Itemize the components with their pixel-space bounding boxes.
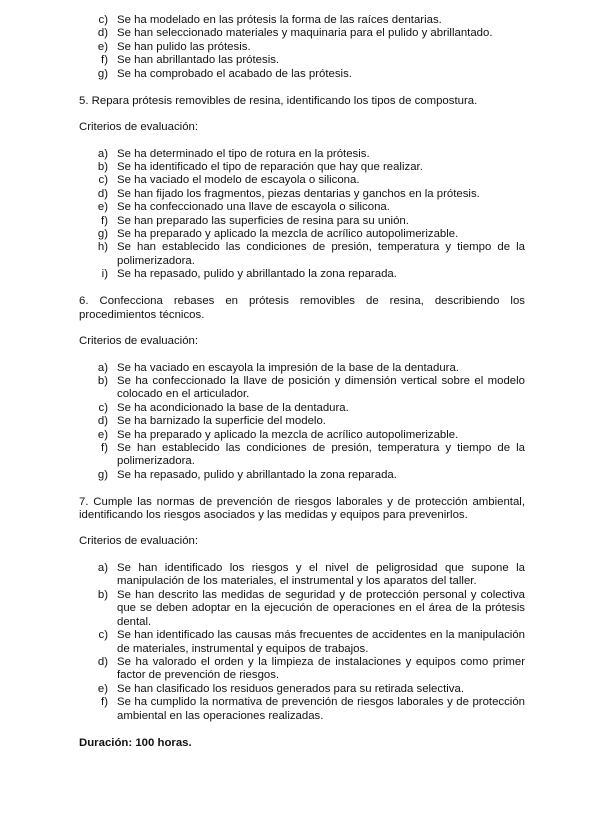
item-text: Se ha vaciado en escayola la impresión de la base de la dentadura. bbox=[117, 361, 459, 374]
section-7-heading: 7. Cumple las normas de prevención de riesgos laborales y de protección ambiental, identificando los riesgos asociados y las medidas y equipos para prevenirlos. bbox=[79, 495, 525, 522]
item-text: Se han abrillantado las prótesis. bbox=[117, 54, 280, 67]
section-6-criteria-list bbox=[79, 362, 525, 483]
item-letter: c) bbox=[98, 174, 108, 187]
list-item bbox=[79, 188, 525, 201]
item-letter: e) bbox=[97, 682, 108, 695]
list-item bbox=[79, 683, 525, 696]
item-letter: d) bbox=[97, 415, 108, 428]
item-text: Se ha determinado el tipo de rotura en la prótesis. bbox=[117, 147, 370, 160]
item-text: Se han identificado los riesgos y el nivel de peligrosidad que supone la manipulación de los materiales, el instrumental y los aparatos del taller. bbox=[117, 562, 525, 588]
list-item bbox=[79, 469, 525, 482]
list-item bbox=[79, 215, 525, 228]
item-text: Se ha vaciado el modelo de escayola o silicona. bbox=[117, 174, 360, 187]
list-item bbox=[79, 362, 525, 375]
list-item bbox=[79, 148, 525, 161]
list-item bbox=[79, 41, 525, 54]
list-item bbox=[79, 268, 525, 281]
item-text: Se ha cumplido la normativa de prevención de riesgos laborales y de protección ambiental en las operaciones realizadas. bbox=[117, 696, 525, 722]
section-5-criteria-list bbox=[79, 148, 525, 282]
item-text: Se han establecido las condiciones de presión, temperatura y tiempo de la polimerizadora. bbox=[117, 441, 525, 468]
item-text: Se ha repasado, pulido y abrillantado la zona reparada. bbox=[117, 268, 397, 281]
item-letter: d) bbox=[97, 187, 108, 200]
intro-criteria-list bbox=[79, 14, 525, 81]
item-text: Se han descrito las medidas de seguridad y de protección personal y colectiva que se deben adoptar en la ejecución de operaciones en el área de la prótesis dental. bbox=[117, 588, 525, 628]
item-letter: a) bbox=[97, 562, 108, 575]
item-text: Se han identificado las causas más frecuentes de accidentes en la manipulación de materiales, instrumental y equipos de trabajos. bbox=[117, 629, 525, 655]
list-item bbox=[79, 161, 525, 174]
list-item bbox=[79, 696, 525, 723]
item-text: Se ha valorado el orden y la limpieza de instalaciones y equipos como primer factor de prevención de riesgos. bbox=[117, 655, 525, 682]
item-letter: b) bbox=[97, 160, 108, 173]
list-item bbox=[79, 241, 525, 268]
list-item bbox=[79, 442, 525, 469]
item-text: Se ha identificado el tipo de reparación que hay que realizar. bbox=[117, 160, 423, 173]
item-text: Se ha modelado en las prótesis la forma de las raíces dentarias. bbox=[117, 14, 442, 26]
item-text: Se han pulido las prótesis. bbox=[117, 40, 251, 53]
item-text: Se ha repasado, pulido y abrillantado la zona reparada. bbox=[117, 468, 397, 481]
item-letter: f) bbox=[101, 696, 108, 709]
list-item bbox=[79, 14, 525, 27]
list-item bbox=[79, 54, 525, 67]
item-letter: e) bbox=[97, 428, 108, 441]
item-letter: a) bbox=[97, 361, 108, 374]
item-text: Se han seleccionado materiales y maquinaria para el pulido y abrillantado. bbox=[117, 27, 493, 40]
list-item bbox=[79, 68, 525, 81]
item-letter: b) bbox=[97, 374, 108, 387]
item-letter: g) bbox=[97, 468, 108, 481]
section-7-criteria-label: Criterios de evaluación: bbox=[79, 535, 199, 548]
item-letter: d) bbox=[97, 655, 108, 668]
document-page bbox=[79, 14, 525, 750]
list-item bbox=[79, 589, 525, 629]
item-text: Se ha confeccionado la llave de posición y dimensión vertical sobre el modelo colocado en el articulador. bbox=[117, 374, 525, 401]
list-item bbox=[79, 415, 525, 428]
item-text: Se ha acondicionado la base de la dentadura. bbox=[117, 401, 349, 414]
section-6-criteria-label: Criterios de evaluación: bbox=[79, 334, 199, 347]
list-item bbox=[79, 562, 525, 589]
section-6-heading: 6. Confecciona rebases en prótesis removibles de resina, describiendo los procedimientos técnicos. bbox=[79, 295, 525, 321]
list-item bbox=[79, 402, 525, 415]
item-letter: e) bbox=[97, 40, 108, 53]
section-5-heading: 5. Repara prótesis removibles de resina, identificando los tipos de compostura. bbox=[79, 94, 478, 107]
list-item bbox=[79, 174, 525, 187]
item-letter: f) bbox=[101, 214, 108, 227]
item-letter: h) bbox=[97, 241, 108, 254]
item-letter: c) bbox=[98, 14, 108, 26]
item-text: Se han fijado los fragmentos, piezas dentarias y ganchos en la prótesis. bbox=[117, 187, 480, 200]
duration-text: Duración: 100 horas. bbox=[79, 736, 192, 749]
item-letter: g) bbox=[97, 67, 108, 80]
section-7-criteria-list bbox=[79, 562, 525, 723]
item-letter: f) bbox=[101, 441, 108, 454]
item-letter: i) bbox=[101, 268, 108, 281]
item-letter: b) bbox=[97, 588, 108, 601]
item-letter: c) bbox=[98, 629, 108, 642]
item-letter: e) bbox=[97, 201, 108, 214]
item-text: Se ha preparado y aplicado la mezcla de acrílico autopolimerizable. bbox=[117, 227, 459, 240]
list-item bbox=[79, 656, 525, 683]
item-letter: c) bbox=[98, 401, 108, 414]
list-item bbox=[79, 629, 525, 656]
item-text: Se han clasificado los residuos generados para su retirada selectiva. bbox=[117, 682, 464, 695]
item-letter: f) bbox=[101, 54, 108, 67]
item-text: Se ha comprobado el acabado de las prótesis. bbox=[117, 67, 352, 80]
section-5-criteria-label: Criterios de evaluación: bbox=[79, 120, 199, 133]
item-text: Se han preparado las superficies de resina para su unión. bbox=[117, 214, 409, 227]
item-letter: g) bbox=[97, 227, 108, 240]
list-item bbox=[79, 429, 525, 442]
item-letter: d) bbox=[97, 27, 108, 40]
item-letter: a) bbox=[97, 147, 108, 160]
item-text: Se ha barnizado la superficie del modelo. bbox=[117, 415, 326, 428]
list-item bbox=[79, 27, 525, 40]
item-text: Se han establecido las condiciones de presión, temperatura y tiempo de la polimerizadora. bbox=[117, 241, 525, 267]
list-item bbox=[79, 375, 525, 402]
list-item bbox=[79, 228, 525, 241]
item-text: Se ha confeccionado una llave de escayola o silicona. bbox=[117, 201, 390, 214]
item-text: Se ha preparado y aplicado la mezcla de acrílico autopolimerizable. bbox=[117, 428, 459, 441]
list-item bbox=[79, 201, 525, 214]
